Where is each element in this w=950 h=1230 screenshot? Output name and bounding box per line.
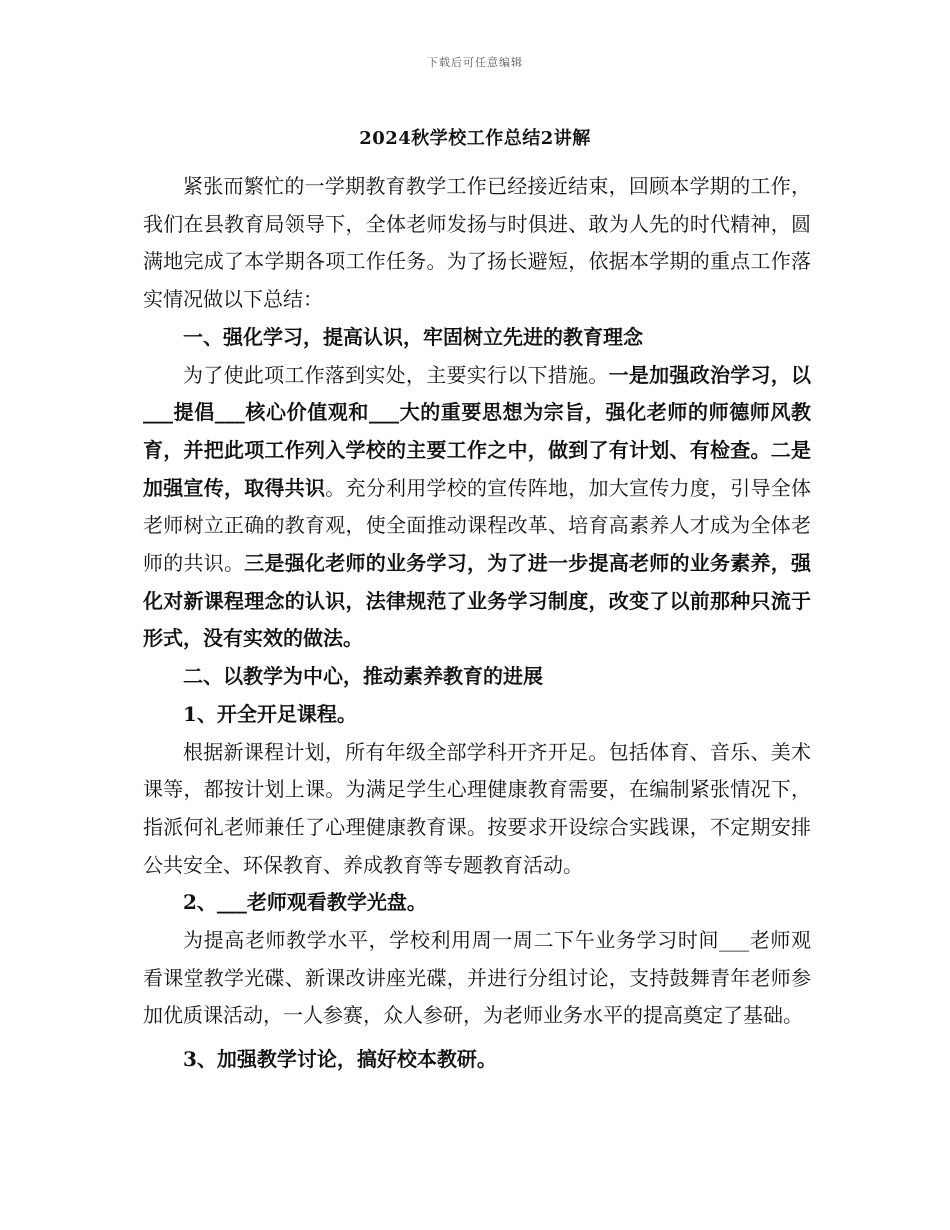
item-2-heading: 2、___老师观看教学光盘。 xyxy=(183,890,427,915)
page-header-note: 下载后可任意编辑 xyxy=(427,56,523,69)
section-1-heading: 一、强化学习，提高认识，牢固树立先进的教育理念 xyxy=(183,324,643,349)
document-body xyxy=(143,168,811,1079)
item-3-heading: 3、加强教学讨论，搞好校本教研。 xyxy=(183,1047,497,1072)
intro-paragraph: 紧张而繁忙的一学期教育教学工作已经接近结束，回顾本学期的工作，我们在县教育局领导下，全体老师发扬与时俱进、敢为人先的时代精神，圆满地完成了本学期各项工作任务。为了扬长避短，依据本学期的重点工作落实情况做以下总结： xyxy=(143,174,811,312)
section-1-text-plain-1: 为了使此项工作落到实处，主要实行以下措施。 xyxy=(183,362,609,387)
item-1-paragraph: 根据新课程计划，所有年级全部学科开齐开足。包括体育、音乐、美术课等，都按计划上课。为满足学生心理健康教育需要，在编制紧张情况下，指派何礼老师兼任了心理健康教育课。按要求开设综合实践课，不定期安排公共安全、环保教育、养成教育等专题教育活动。 xyxy=(143,739,811,877)
section-2-heading: 二、以教学为中心，推动素养教育的进展 xyxy=(183,664,543,689)
item-1-heading: 1、开全开足课程。 xyxy=(183,701,357,726)
section-1-paragraph xyxy=(143,357,811,659)
item-2-paragraph: 为提高老师教学水平，学校利用周一周二下午业务学习时间___老师观看课堂教学光碟、新课改讲座光碟，并进行分组讨论，支持鼓舞青年老师参加优质课活动，一人参赛，众人参研，为老师业务水平的提高奠定了基础。 xyxy=(143,928,811,1028)
document-title: 2024秋学校工作总结2讲解 xyxy=(359,128,591,149)
section-1-text-bold-2: 三是强化老师的业务学习，为了进一步提高老师的业务素养，强化对新课程理念的认识，法律规范了业务学习制度，改变了以前那种只流于形式，没有实效的做法。 xyxy=(143,551,811,651)
section-1-text-plain-2: 。充分利用学校的宣传阵地，加大宣传力度，引导全体老师树立正确的教育观，使全面推动课程改革、培育高素养人才成为全体老师的共识。 xyxy=(143,475,811,576)
section-1-text-bold-1: 一是加强政治学习，以___提倡___核心价值观和___大的重要思想为宗旨，强化老师的师德师风教育，并把此项工作列入学校的主要工作之中，做到了有计划、有检查。二是加强宣传，取得共识 xyxy=(143,362,812,500)
